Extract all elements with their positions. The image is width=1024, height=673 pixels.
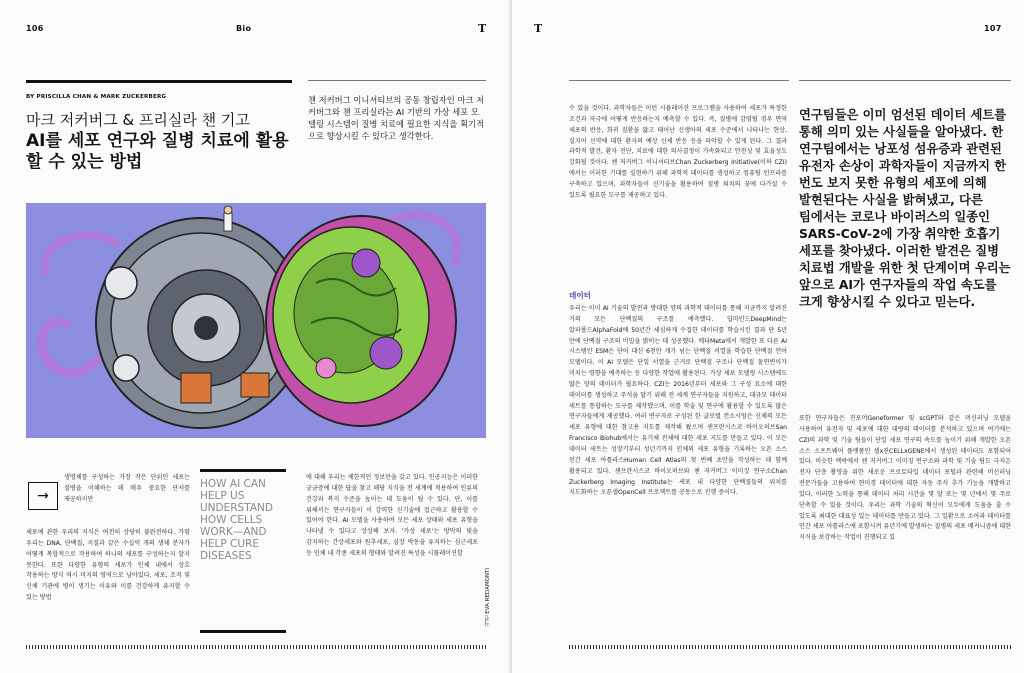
article-title: AI를 세포 연구와 질병 치료에 활용 할 수 있는 방법 xyxy=(26,131,289,173)
page-number-left: 106 xyxy=(26,24,44,33)
pull-quote: 연구팀들은 이미 엄선된 데이터 세트를 통해 의미 있는 사실들을 알아냈다. 한 연구팀에서는 낭포성 섬유증과 관련된 유전자 손상이 과학자들이 지금까지 한 번도 보지 못한 유형의 세포에 의해 발현된다는 사실을 밝혀냈고, 다른 팀에서는 코로나 바이러스의 일종인 SARS-CoV-2에 가장 취약한 호흡기 세포를 찾아냈다. 이러한 발견은 질병 치료법 개발을 위한 첫 단계이며 우리는 앞으로 AI가 연구자들의 작업 속도를 크게 향상시킬 수 있다고 믿는다. xyxy=(799,108,1011,309)
arrow-icon: → xyxy=(28,482,58,510)
body-right-col1-top: 수 있을 것이다. 과학자들은 이런 시뮬레이션 프로그램을 사용하여 세포가 특정한 조건과 자극에 어떻게 반응하는지 예측할 수 있다. 즉, 질병에 감염될 경우 면역 세포의 반응, 희귀 질환을 앓고 태어난 신생아의 세포 수준에서 나타나는 현상, 실지어 신약에 대한 환자의 예상 신체 반응 등을 파악할 수 있게 된다. 그 결과 과학적 발견, 환자 진단, 치료에 대한 의사결정이 가속화되고 안전성 및 효율성도 강화될 것이다. 챈 저커버그 이니셔티브Chan Zuckerberg Initiative(이하 CZI)에서는 이러한 기대를 실현하기 위해 과학적 데이터를 생성하고 컴퓨팅 인프라를 구축하고 있으며, 과학자들이 신기술을 활용하여 질병 퇴치의 꿈에 다가설 수 있도록 필요한 도구를 제공하고 있다. xyxy=(569,105,787,199)
series-rule-bottom xyxy=(200,630,286,633)
bottom-dashes-left xyxy=(26,645,486,649)
body-col3: 에 대해 우리는 제한적인 정보만을 갖고 있다. 인공지능은 이러한 궁금증에 대한 답을 찾고 해당 지식을 전 세계에 적용하여 인류의 건강과 복지 수준을 높이는 데 도움이 될 수 있다. 단, 이를 위해서는 연구자들이 이 강력한 신기술에 접근하고 활용할 수 있어야 한다. AI 모델을 사용하여 모든 세포 상태와 세포 유형을 나타낼 수 있다고 상상해 보자. '가상 세포'는 방막의 빛을 감지하는 간상세포와 원추세포, 심장 박동을 유지하는 심근세포 등 인체 내 각종 세포의 형태와 알려진 특성을 시뮬레이션할 xyxy=(306,474,478,557)
series-label-line: UNDERSTAND xyxy=(200,502,273,515)
cell-illustration xyxy=(26,203,486,438)
series-rule-top xyxy=(200,469,286,472)
section-name: Bio xyxy=(236,24,252,33)
photo-credit: 사진 EVA REDAMONTI xyxy=(485,568,491,627)
right-page xyxy=(512,0,1024,673)
page-number-right: 107 xyxy=(984,24,1002,33)
series-label-line: HELP CURE xyxy=(200,538,259,551)
body-col1-first: 생명체를 구성하는 가장 작은 단위인 세포는 질병을 이해하는 데 매우 중요한 단서를 제공하지만 xyxy=(64,474,190,503)
series-label xyxy=(200,478,286,562)
byline: BY PRISCILLA CHAN & MARK ZUCKERBERG xyxy=(26,94,167,100)
series-label-line: HOW AI CAN xyxy=(200,478,266,490)
magazine-logo: T xyxy=(478,22,487,35)
article-deck: 챈 저커버그 이니셔티브의 공동 창립자인 마크 저커버그와 챈 프리실라는 AI 기반의 가상 세포 모델링 시스템이 질병 치료에 필요한 지식을 획기적으로 향상시킬 수 있다고 생각한다. xyxy=(308,95,485,142)
series-label-line: WORK—AND xyxy=(200,526,267,539)
title-rule xyxy=(26,80,292,83)
col1-rule xyxy=(569,80,789,81)
body-right-col1-bottom: 우리는 이미 AI 기술의 발전과 방대한 양의 과학적 데이터를 통해 지금까지 알려진 거의 모든 단백질의 구조를 예측했다. 딥마인드DeepMind는 알파폴드AlphaFold에 50년간 세심하게 수집한 데이터를 학습시킨 결과 단 5년 만에 단백질 구조의 비밀을 밝히는 데 성공했다. 메타Meta에서 개발한 또 다른 AI 시스템인 ESM은 단어 대신 6천만 개가 넘는 단백질 서열을 학습한 단백질 언어 모델이다. 이 AI 모델은 단일 서열을 근거로 단백질 구조나 단백질 돌연변이가 미치는 영향을 예측하는 등 다양한 작업에 활용된다. 가상 세포 모델링 시스템에도 많은 양의 데이터가 필요하다. CZI는 2016년부터 세포와 그 구성 요소에 대한 데이터를 생성하고 주석을 달기 위해 전 세계 연구자들을 지원하고, 대규모 데이터 세트를 통합하는 도구를 제작했으며, 이를 학술 및 연구에 활용할 수 있도록 많은 연구자들에게 제공했다. 여러 연구자로 구성된 한 글로벌 컨소시엄은 신체의 모든 세포 유형에 대한 참고용 지도를 제작해 왔으며 샌프란시스코 바이오허브San Francisco Biohub에서는 유기체 전체에 대한 세포 지도를 만들고 있다. 이 모든 데이터 세트는 성장기부터 성년기까지 인체의 세포 유형을 기록하는 오픈 소스 인간 세포 아틀라스Human Cell Atlas의 첫 번째 초안을 작성하는 데 함께 활용되고 있다. 샌프란시스코 바이오허브와 챈 저커버그 이미징 연구소Chan Zuckerberg Imaging Institute는 세포 내 다양한 단백질들의 위치를 지도화하는 오픈셀OpenCell 프로젝트를 공동으로 진행 중이다. xyxy=(569,305,787,497)
series-label-line: DISEASES xyxy=(200,550,252,563)
deck-rule xyxy=(308,80,486,81)
section-heading: 데이터 xyxy=(569,291,592,300)
col2-rule xyxy=(799,80,1011,81)
bottom-dashes-right xyxy=(569,645,1011,649)
cell-illustration-svg xyxy=(26,203,486,438)
body-col1-rest: 세포에 관한 우리의 지식은 여전히 상당히 불완전하다. 가령 우리는 DNA, 단백질, 지질과 같은 수십억 개의 생체 분자가 어떻게 복합적으로 작용하여 하나의 세포를 구성하는지 알지 못한다. 또한 다양한 유형의 세포가 인체 내에서 상호 작용하는 방식 역시 미지의 영역으로 남아있다. 세포, 조직 및 신체 기관에 병이 생기는 이유와 이를 건강하게 유지할 수 있는 방법 xyxy=(26,529,190,602)
body-right-col2: 또한 연구자들은 진포머Geneformer 및 scGPT와 같은 머신러닝 모델을 사용하여 유전자 및 세포에 대한 대량의 데이터를 분석하고 있으며 여기에는 CZI의 과학 및 기술 팀들이 단일 세포 연구의 속도를 높이기 위해 개발한 오픈 소스 소프트웨어 플랫폼인 셀x진CELLxGENE에서 생성된 데이터도 포함되어 있다. 비슷한 맥락에서 챈 저커버그 이미징 연구소와 과학 및 기술 팀도 극저온 전자 단층 촬영을 위한 새로운 프로토타입 데이터 포털과 관련해 머신러닝 전문가들을 고용하여 현미경 데이터에 대한 자동 주석 추가 기능을 개발하고 있다. 이러한 노력을 통해 데이터 처리 시간을 몇 달 또는 몇 년에서 몇 주로 단축할 수 있을 것이다. 우리는 과학 기술의 혁신이 모두에게 도움을 줄 수 있도록 최대한 대표성 있는 데이터를 만들고 있다. 그 일환으로 소아과 데이터를 인간 세포 아틀라스에 포함시켜 유년기에 발생하는 질병의 세포 메커니즘에 대한 지식을 보강하는 작업이 진행되고 있 xyxy=(799,415,1011,542)
series-label-line: HELP US xyxy=(200,490,245,503)
article-kicker: 마크 저커버그 & 프리실라 챈 기고 xyxy=(26,111,250,129)
magazine-logo: T xyxy=(534,22,543,35)
series-label-line: HOW CELLS xyxy=(200,514,263,527)
